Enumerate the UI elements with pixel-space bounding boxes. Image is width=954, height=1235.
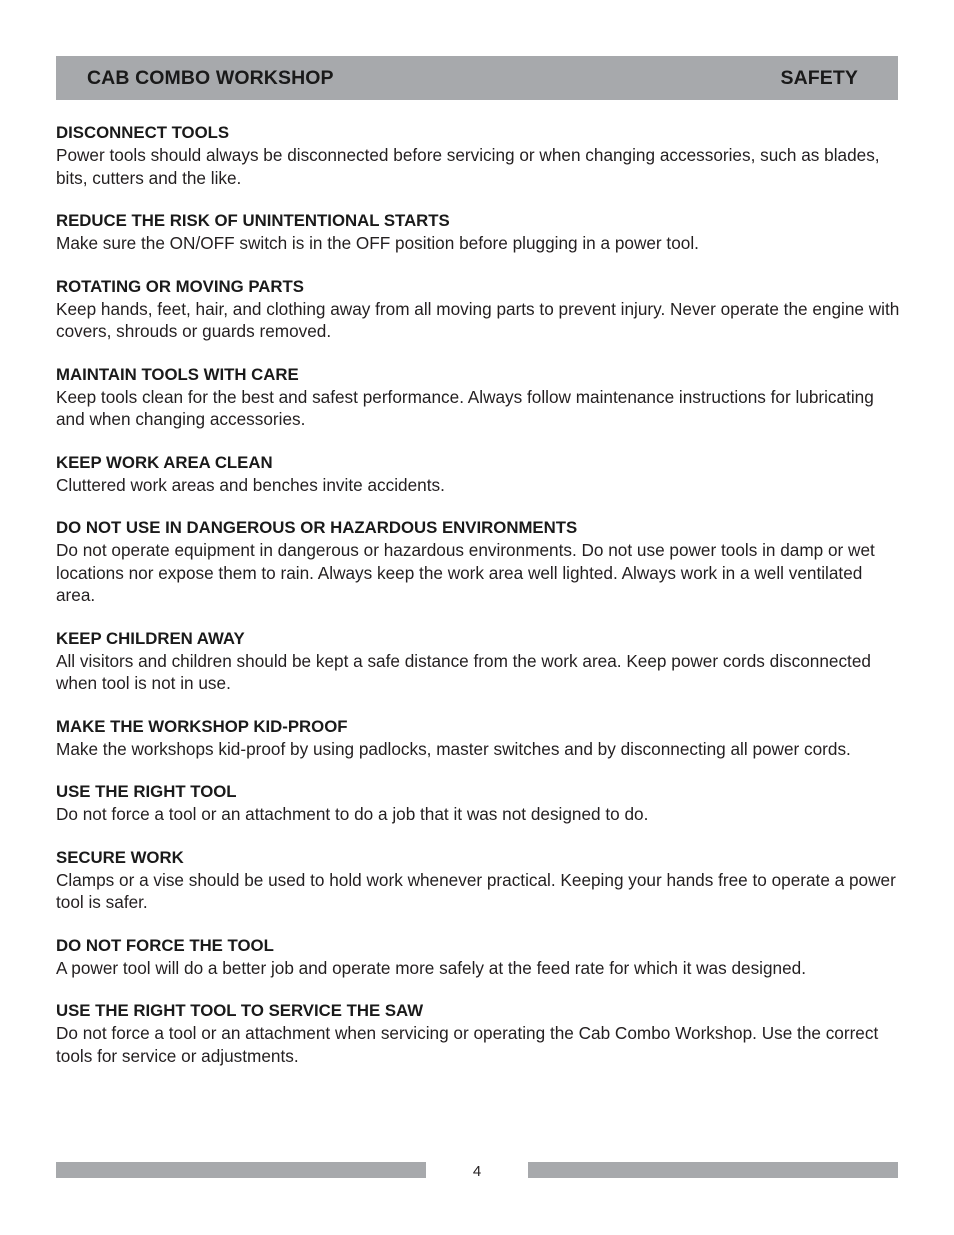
section-heading: MAKE THE WORKSHOP KID-PROOF xyxy=(56,716,348,736)
section-body: Make sure the ON/OFF switch is in the OFF position before plugging in a power tool. xyxy=(56,233,699,253)
section-body: Do not operate equipment in dangerous or hazardous environments. Do not use power tools in damp or wet locations nor expose them to rain. Always keep the work area well lighted. Always work in a well ventilated area. xyxy=(56,540,875,605)
safety-section xyxy=(56,716,906,761)
safety-section xyxy=(56,276,906,343)
safety-section xyxy=(56,628,906,695)
safety-section xyxy=(56,122,906,189)
page-header-bar xyxy=(56,56,898,100)
section-body: Keep tools clean for the best and safest performance. Always follow maintenance instructions for lubricating and when changing accessories. xyxy=(56,386,874,429)
safety-section xyxy=(56,1000,906,1067)
section-heading: KEEP CHILDREN AWAY xyxy=(56,628,245,648)
safety-section xyxy=(56,935,906,980)
section-heading: REDUCE THE RISK OF UNINTENTIONAL STARTS xyxy=(56,211,450,230)
section-body: Make the workshops kid-proof by using padlocks, master switches and by disconnecting all power cords. xyxy=(56,738,851,759)
section-heading: SECURE WORK xyxy=(56,847,184,867)
section-body: All visitors and children should be kept a safe distance from the work area. Keep power cords disconnected when tool is not in use. xyxy=(56,650,871,693)
section-body: Power tools should always be disconnected before servicing or when changing accessories, such as blades, bits, cutters and the like. xyxy=(56,145,880,188)
footer-bar-right xyxy=(528,1162,898,1178)
section-heading: DISCONNECT TOOLS xyxy=(56,123,230,142)
section-heading: MAINTAIN TOOLS WITH CARE xyxy=(56,364,299,384)
section-heading: KEEP WORK AREA CLEAN xyxy=(56,452,273,472)
safety-section xyxy=(56,517,906,607)
section-body: A power tool will do a better job and operate more safely at the feed rate for which it was designed. xyxy=(56,957,806,978)
section-heading: DO NOT USE IN DANGEROUS OR HAZARDOUS ENVIRONMENTS xyxy=(56,518,578,537)
section-body: Cluttered work areas and benches invite accidents. xyxy=(56,474,445,495)
safety-section xyxy=(56,452,906,497)
section-body: Do not force a tool or an attachment to do a job that it was not designed to do. xyxy=(56,804,649,824)
safety-section xyxy=(56,210,906,255)
section-body: Clamps or a vise should be used to hold work whenever practical. Keeping your hands free to operate a power tool is safer. xyxy=(56,869,896,912)
footer-bar-left xyxy=(56,1162,426,1178)
safety-section xyxy=(56,781,906,826)
section-body: Do not force a tool or an attachment when servicing or operating the Cab Combo Workshop. Use the correct tools for service or adjustments. xyxy=(56,1023,879,1066)
page-number: 4 xyxy=(472,1163,482,1180)
section-body: Keep hands, feet, hair, and clothing away from all moving parts to prevent injury. Never operate the engine with covers, shrouds or guards removed. xyxy=(56,298,900,341)
safety-section xyxy=(56,847,906,914)
safety-content xyxy=(56,122,906,1088)
section-heading: USE THE RIGHT TOOL xyxy=(56,782,237,801)
section-heading: ROTATING OR MOVING PARTS xyxy=(56,276,304,296)
document-title: CAB COMBO WORKSHOP xyxy=(87,66,334,89)
safety-section xyxy=(56,364,906,431)
section-heading: DO NOT FORCE THE TOOL xyxy=(56,935,274,955)
section-heading: USE THE RIGHT TOOL TO SERVICE THE SAW xyxy=(56,1001,424,1020)
section-title: SAFETY xyxy=(780,66,858,89)
